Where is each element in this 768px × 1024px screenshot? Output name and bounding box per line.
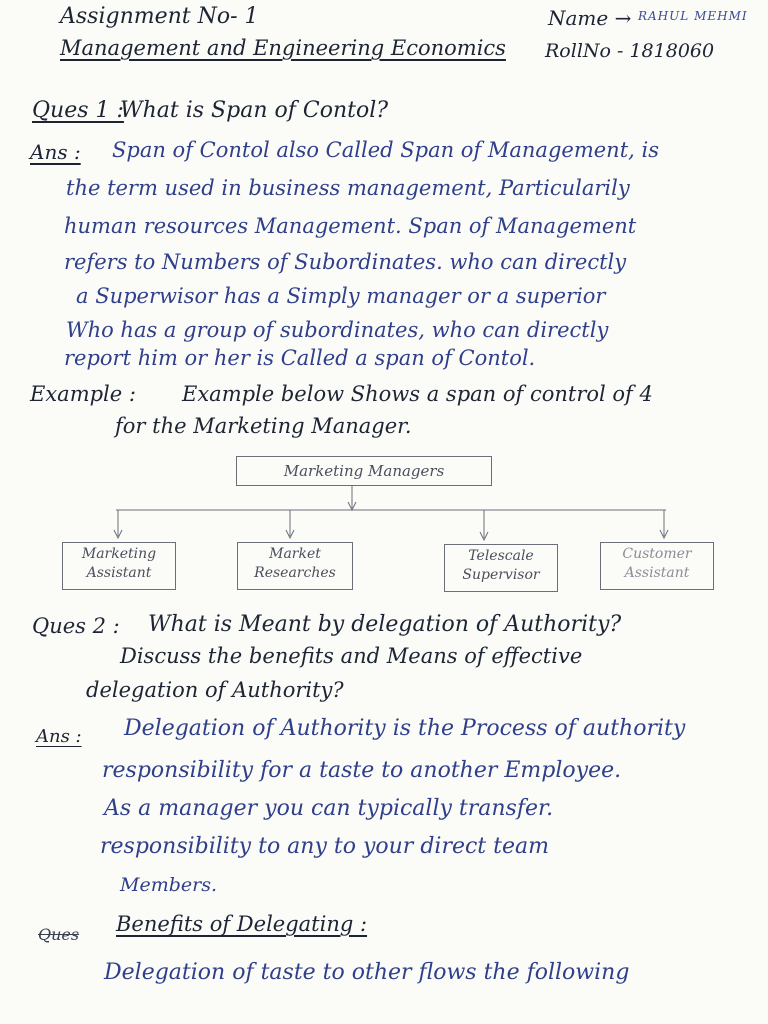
name-label: Name → (548, 6, 632, 30)
answer-1-line: Span of Contol also Called Span of Management, is (112, 138, 659, 162)
question-1-text: What is Span of Contol? (120, 98, 389, 123)
answer-1-line: human resources Management. Span of Management (64, 214, 637, 238)
answer-1-line: Who has a group of subordinates, who can directly (66, 318, 609, 342)
question-2-line: Discuss the benefits and Means of effective (120, 644, 583, 668)
question-2-line: delegation of Authority? (86, 678, 344, 702)
question-1-label: Ques 1 : (32, 98, 124, 123)
student-name: RAHUL MEHMI (638, 9, 748, 23)
org-chart-child-box: Marketing Assistant (62, 542, 176, 590)
example-label: Example : (30, 382, 136, 406)
answer-2-line: responsibility for a taste to another Employee. (102, 758, 622, 783)
benefits-heading: Benefits of Delegating : (116, 912, 368, 936)
answer-2-line: Members. (120, 874, 217, 896)
assignment-number: Assignment No- 1 (60, 4, 259, 29)
example-line: Example below Shows a span of control of 4 (182, 382, 653, 406)
answer-1-line: refers to Numbers of Subordinates. who can directly (64, 250, 627, 274)
example-line: for the Marketing Manager. (115, 414, 412, 438)
answer-1-line: report him or her is Called a span of Contol. (64, 346, 536, 370)
answer-2-line: Delegation of Authority is the Process of authority (124, 716, 686, 741)
question-2-label: Ques 2 : (32, 614, 120, 638)
roll-number: RollNo - 1818060 (545, 40, 715, 62)
answer-2-line: responsibility to any to your direct team (100, 834, 549, 859)
answer-2-line: As a manager you can typically transfer. (104, 796, 554, 821)
org-chart-root-box: Marketing Managers (236, 456, 492, 486)
question-2-line: What is Meant by delegation of Authority? (148, 612, 622, 637)
subject-title: Management and Engineering Economics (60, 36, 506, 60)
org-chart-child-box: Market Researches (237, 542, 353, 590)
answer-1-line: a Superwisor has a Simply manager or a superior (76, 284, 606, 308)
benefits-first-line: Delegation of taste to other flows the following (104, 960, 630, 985)
answer-1-label: Ans : (30, 140, 81, 164)
answer-2-label: Ans : (36, 726, 82, 747)
org-chart-child-box: Customer Assistant (600, 542, 714, 590)
org-chart-child-box: Telescale Supervisor (444, 544, 558, 592)
answer-1-line: the term used in business management, Particularily (66, 176, 630, 200)
struck-out-word: Ques (38, 925, 80, 944)
